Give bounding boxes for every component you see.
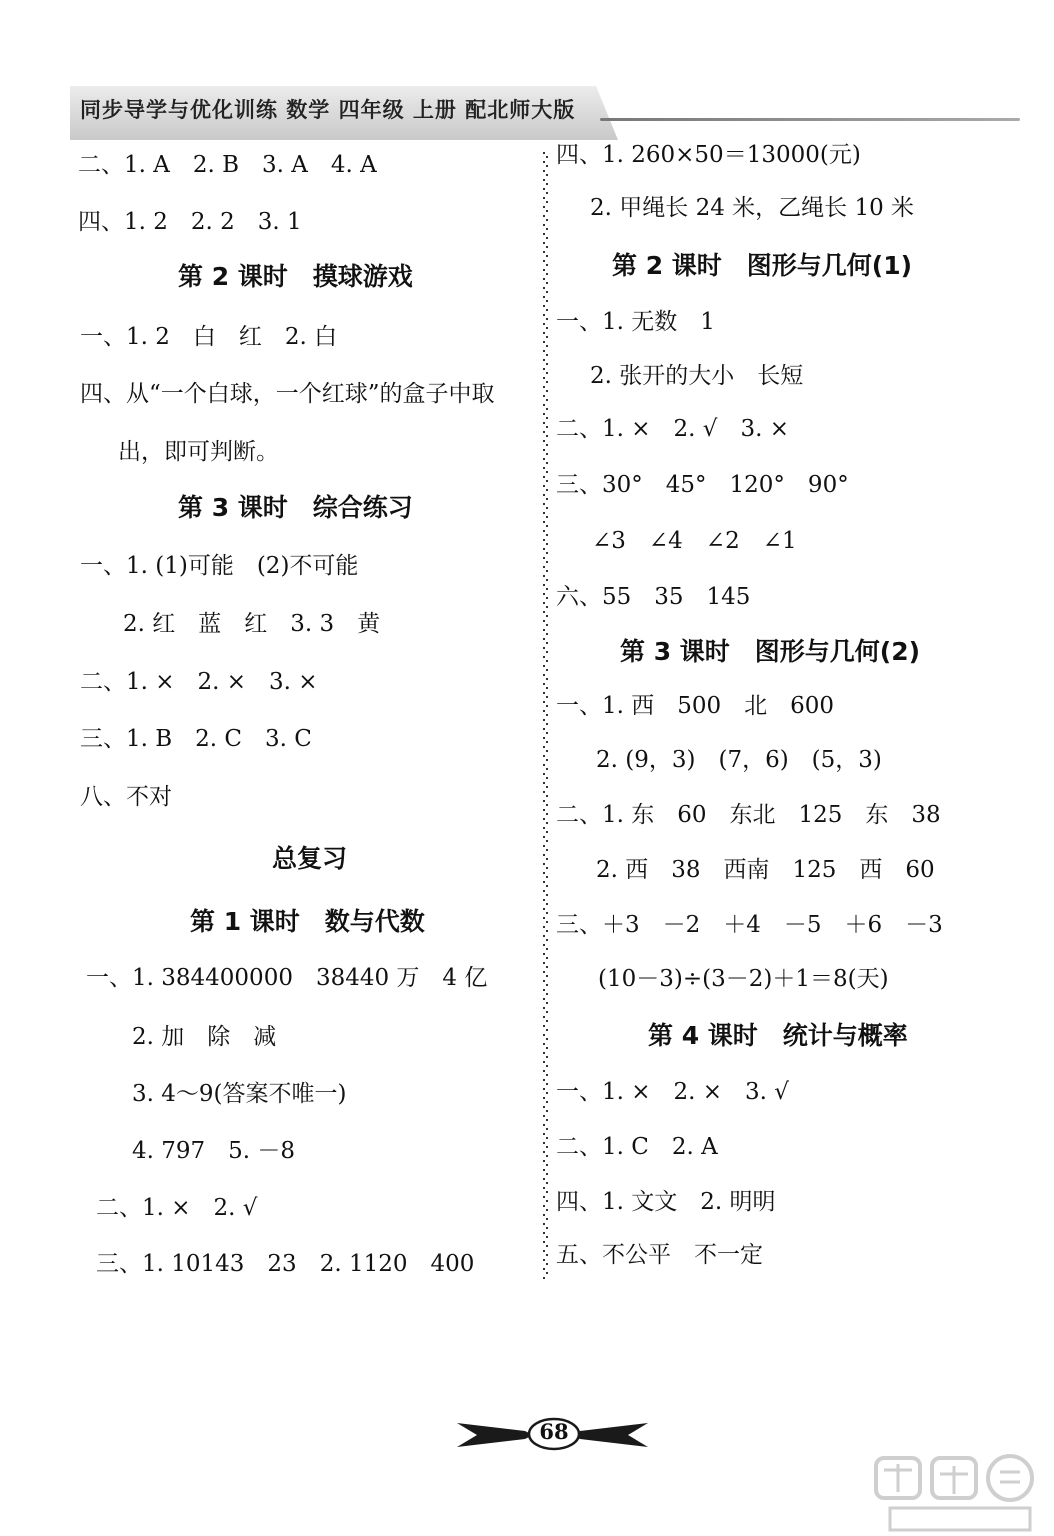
answer-line: 二、1. 东 60 东北 125 东 38 xyxy=(556,802,941,828)
header-rule xyxy=(600,118,1020,121)
lesson-heading: 第 3 课时 综合练习 xyxy=(178,493,413,522)
answer-line: 二、1. × 2. √ xyxy=(96,1195,258,1221)
answer-line: 八、不对 xyxy=(80,784,172,810)
answer-line: 三、1. 10143 23 2. 1120 400 xyxy=(96,1251,475,1277)
answer-line: 二、1. × 2. × 3. × xyxy=(80,669,318,695)
answer-line: 2. 加 除 减 xyxy=(132,1024,277,1050)
answer-line: 2. 红 蓝 红 3. 3 黄 xyxy=(123,611,381,637)
lesson-heading: 第 4 课时 统计与概率 xyxy=(648,1021,908,1050)
answer-line: 五、不公平 不一定 xyxy=(556,1242,763,1268)
watermark-logo xyxy=(870,1450,1050,1534)
answer-line: 2. 西 38 西南 125 西 60 xyxy=(596,857,935,883)
answer-line: 一、1. 西 500 北 600 xyxy=(556,693,835,719)
answer-line: 四、1. 260×50＝13000(元) xyxy=(556,142,861,168)
answer-line: 一、1. × 2. × 3. √ xyxy=(556,1079,789,1105)
answer-line: 二、1. A 2. B 3. A 4. A xyxy=(78,152,377,178)
lesson-heading: 第 3 课时 图形与几何(2) xyxy=(620,637,921,666)
answer-line: 2. 甲绳长 24 米，乙绳长 10 米 xyxy=(590,195,915,221)
answer-line: 六、55 35 145 xyxy=(556,584,751,610)
answer-line: (10－3)÷(3－2)＋1＝8(天) xyxy=(598,966,889,992)
page-number: 68 xyxy=(539,1419,569,1444)
answer-line: 一、1. (1)可能 (2)不可能 xyxy=(80,553,359,579)
answer-line: 四、1. 文文 2. 明明 xyxy=(556,1189,776,1215)
answer-line: 4. 797 5. －8 xyxy=(132,1138,296,1164)
answer-line: 出，即可判断。 xyxy=(118,439,279,465)
answer-line: 二、1. C 2. A xyxy=(556,1134,718,1160)
lesson-heading: 第 2 课时 图形与几何(1) xyxy=(612,251,913,280)
section-heading: 总复习 xyxy=(272,844,348,873)
answer-line: 四、1. 2 2. 2 3. 1 xyxy=(78,209,302,235)
answer-line: 2. 张开的大小 长短 xyxy=(590,363,804,389)
answer-line: ∠3 ∠4 ∠2 ∠1 xyxy=(592,528,797,554)
column-divider xyxy=(543,150,549,1280)
answer-line: 2. (9，3) (7，6) (5，3) xyxy=(596,747,882,773)
answer-line: 三、＋3 －2 ＋4 －5 ＋6 －3 xyxy=(556,912,943,938)
lesson-heading: 第 2 课时 摸球游戏 xyxy=(178,262,413,291)
answer-line: 一、1. 无数 1 xyxy=(556,309,715,335)
answer-line: 二、1. × 2. √ 3. × xyxy=(556,416,789,442)
answer-line: 三、30° 45° 120° 90° xyxy=(556,472,849,498)
answer-line: 一、1. 2 白 红 2. 白 xyxy=(80,324,338,350)
book-title: 同步导学与优化训练 数学 四年级 上册 配北师大版 xyxy=(80,98,576,122)
answer-line: 一、1. 384400000 38440 万 4 亿 xyxy=(86,965,488,991)
answer-line: 3. 4～9(答案不唯一) xyxy=(132,1081,347,1107)
answer-line: 四、从“一个白球，一个红球”的盒子中取 xyxy=(80,381,495,407)
lesson-heading: 第 1 课时 数与代数 xyxy=(190,907,425,936)
answer-line: 三、1. B 2. C 3. C xyxy=(80,726,312,752)
